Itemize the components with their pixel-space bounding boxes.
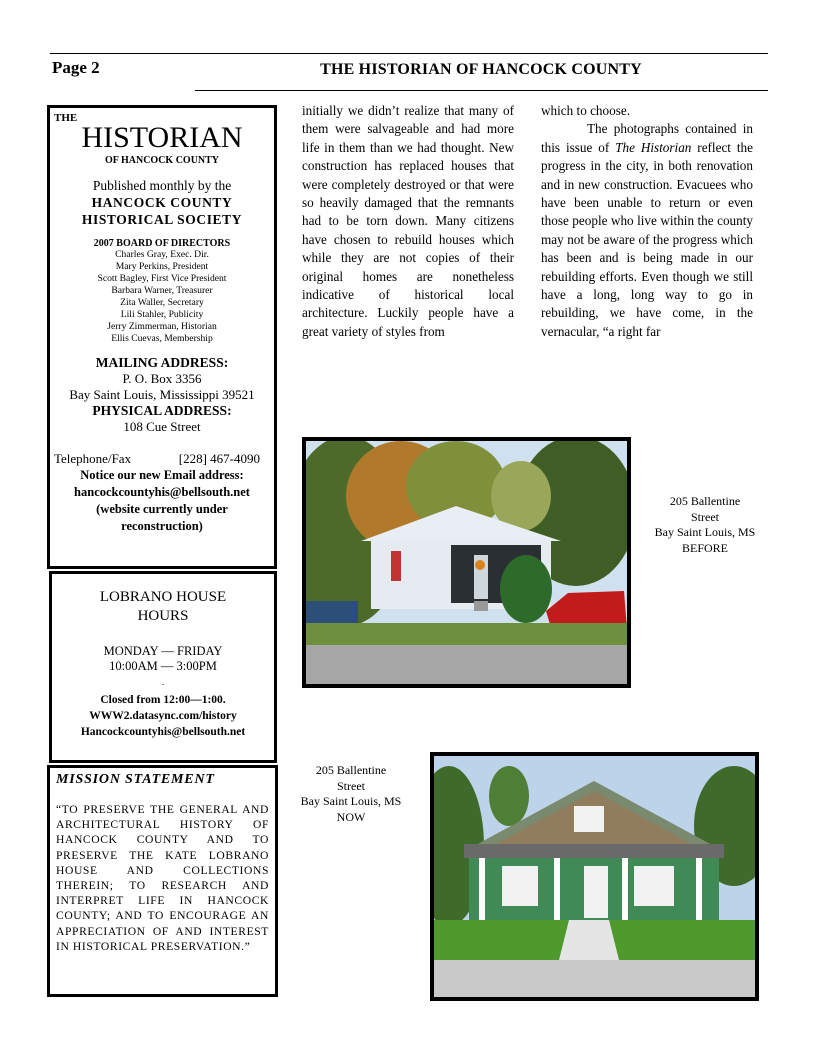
- hours-closed: Closed from 12:00—1:00.: [100, 694, 226, 706]
- mailing-address-line2: Bay Saint Louis, Mississippi 39521: [69, 387, 255, 402]
- hours-times: 10:00AM — 3:00PM: [109, 659, 217, 673]
- physical-address-title: PHYSICAL ADDRESS:: [92, 403, 232, 418]
- newsletter-header-title: THE HISTORIAN OF HANCOCK COUNTY: [320, 61, 642, 78]
- header-top-rule: [50, 53, 768, 54]
- photo-before: [302, 437, 631, 688]
- article-col2-italic: The Historian: [615, 139, 692, 155]
- masthead-name: HISTORIAN: [81, 121, 243, 154]
- house-now-illustration: [434, 756, 755, 997]
- hours-title-line1: LOBRANO HOUSE: [99, 589, 227, 605]
- director-item: Ellis Cuevas, Membership: [111, 333, 213, 344]
- caption-before-line4: BEFORE: [681, 540, 728, 555]
- director-item: Mary Perkins, President: [115, 261, 209, 272]
- mailing-address-title: MAILING ADDRESS:: [95, 355, 229, 370]
- masthead-box: [47, 105, 277, 569]
- society-name-line1: HANCOCK COUNTY: [91, 195, 233, 210]
- caption-now-line4: NOW: [336, 809, 366, 824]
- caption-now-line3: Bay Saint Louis, MS: [300, 794, 402, 808]
- website-note: (website currently under reconstruction): [96, 502, 228, 533]
- caption-now-line2: Street: [337, 778, 365, 793]
- board-title: 2007 BOARD OF DIRECTORS: [93, 238, 231, 249]
- hours-days: MONDAY — FRIDAY: [103, 644, 223, 658]
- director-item: Jerry Zimmerman, Historian: [107, 321, 217, 332]
- masthead-the: THE: [54, 112, 78, 124]
- caption-before-line1: 205 Ballentine: [669, 494, 741, 508]
- physical-address-line1: 108 Cue Street: [123, 419, 201, 434]
- article-col2-after: reflect the progress in the city, in both renovation and in new construction. Evacuees who have been unable to return or even those people who live within the county may not be aware of the progress which has been and is being made in our rebuilding efforts. Even though we still have a long, long way to go in rebuilding, we have come, in the vernacular, “a right far: [541, 139, 753, 339]
- caption-before-line2: Street: [691, 509, 719, 524]
- telephone-number: [228] 467-4090: [178, 451, 260, 466]
- email-notice: Notice our new Email address:: [80, 468, 244, 482]
- director-item: Lili Stahler, Publicity: [120, 309, 204, 320]
- masthead-county: OF HANCOCK COUNTY: [104, 155, 220, 166]
- article-column-2: [541, 102, 753, 382]
- published-by: Published monthly by the: [92, 178, 232, 193]
- hours-email[interactable]: Hancockcountyhis@bellsouth.net: [80, 726, 246, 738]
- page-number: Page 2: [52, 58, 100, 77]
- mission-text: “TO PRESERVE THE GENERAL AND ARCHITECTURAL HISTORY OF HANCOCK COUNTY AND TO PRESERVE THE KATE LOBRANO HOUSE AND COLLECTIONS THEREIN; TO RESEARCH AND INTERPRET LIFE IN HANCOCK COUNTY; AND TO ENCOURAGE AN APPRECIATION OF AND INTEREST IN HISTORICAL PRESERVATION.”: [56, 803, 269, 953]
- director-item: Scott Bagley, First Vice President: [97, 273, 227, 284]
- caption-now: [286, 763, 416, 825]
- directors-list: [54, 249, 270, 345]
- director-item: Zita Waller, Secretary: [120, 297, 204, 308]
- director-item: Barbara Warner, Treasurer: [111, 285, 213, 296]
- caption-before: [640, 494, 770, 556]
- hours-title-line2: HOURS: [137, 608, 189, 624]
- director-item: Charles Gray, Exec. Dir.: [115, 249, 209, 260]
- hours-box: [49, 571, 277, 763]
- mission-box: [47, 765, 278, 997]
- hours-website[interactable]: WWW2.datasync.com/history: [89, 710, 237, 722]
- mission-title: MISSION STATEMENT: [56, 772, 215, 787]
- caption-before-line3: Bay Saint Louis, MS: [654, 525, 756, 539]
- society-name-line2: HISTORICAL SOCIETY: [81, 212, 243, 227]
- caption-now-line1: 205 Ballentine: [315, 763, 387, 777]
- mailing-address-line1: P. O. Box 3356: [122, 371, 202, 386]
- email-address[interactable]: hancockcountyhis@bellsouth.net: [74, 485, 250, 499]
- telephone-row: [54, 451, 270, 467]
- hours-dot: .: [161, 677, 165, 687]
- article-col2-first: which to choose.: [541, 103, 630, 118]
- photo-now: [430, 752, 759, 1001]
- article-col1-text: initially we didn’t realize that many of them were salvageable and had more life in them than we had thought. New construction has replaced houses that were completely destroyed or that were so heavily damaged that the remnants had to be torn down. Many citizens have chosen to rebuild houses which while they are not copies of their original homes are nonetheless indicative of historical local architecture. Luckily people have a great variety of styles from: [302, 103, 514, 339]
- header-bottom-rule: [195, 90, 768, 91]
- article-col2-paragraph: [541, 120, 753, 341]
- article-col2-before: The photographs contained in this issue of: [541, 121, 753, 155]
- article-column-1: [302, 102, 514, 382]
- telephone-label: Telephone/Fax: [54, 451, 132, 466]
- house-before-illustration: [306, 441, 627, 684]
